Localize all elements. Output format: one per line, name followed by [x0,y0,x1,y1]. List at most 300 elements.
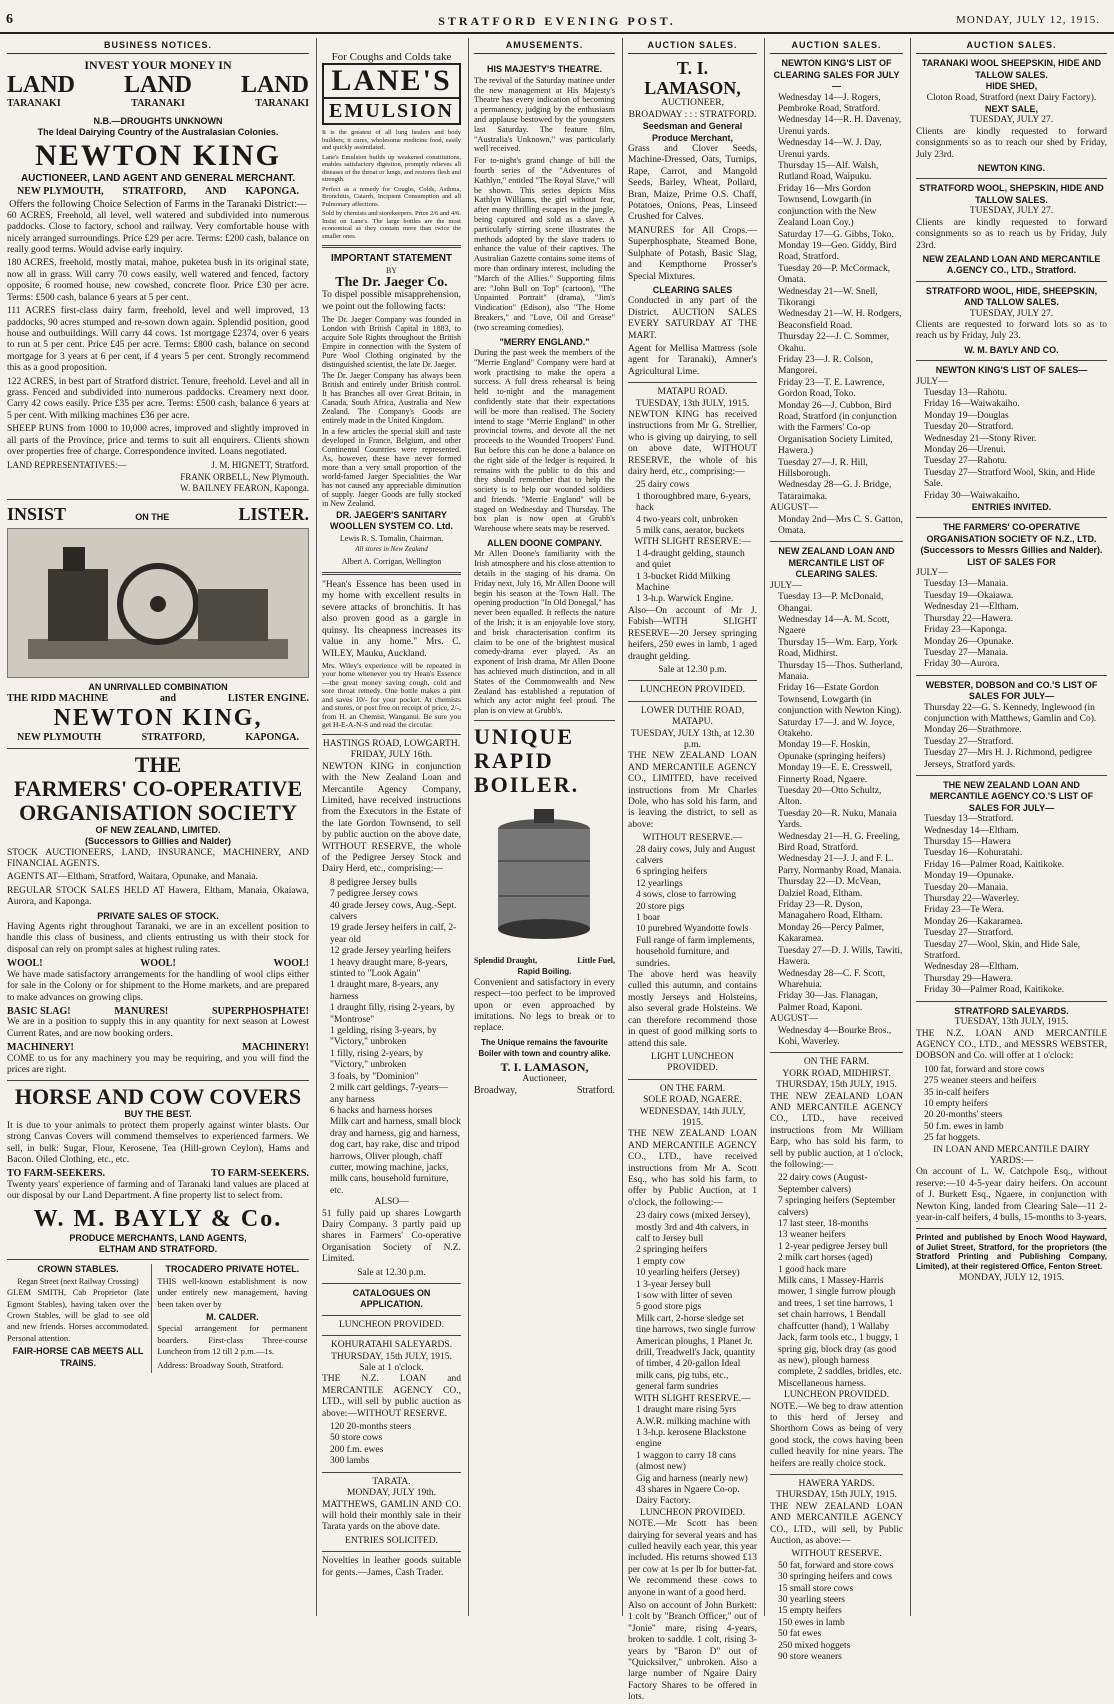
list-item: 1 thoroughbred mare, 6-years, hack [636,491,751,514]
nk-sales-list [916,388,1107,502]
sole-road-text: THE NEW ZEALAND LOAN AND MERCANTILE AGENCY CO., LTD., have received instructions from Mr A. Scott Esq., who has sold his farm, to offer by Public Auction, at 1 o'clock, the following:— [628,1129,757,1208]
lanes-text: Perfect as a remedy for Coughs, Colds, Asthma, Bronchitis, Catarrh, Incipient Consumption and all Pulmonary affections. [322,185,461,208]
tarata-date: MONDAY, JULY 19th. [347,1488,436,1499]
list-item: 20 20-months' steers [924,1110,1003,1121]
kohuratahi-date: THURSDAY, 15th JULY, 1915. [331,1351,452,1362]
without-reserve: WITHOUT RESERVE.— [642,833,743,844]
caption-part: Little Fuel, [577,956,615,966]
list-item: Friday 23—J. R. Colson, Mangorei. [778,354,874,377]
saleyards-heading: STRATFORD SALEYARDS. [954,1005,1069,1016]
list-item: Friday 30—Palmer Road, Kaitikoke. [924,985,1065,996]
list-item: Monday 19—Opunake. [924,871,1014,882]
list-item: Tuesday 27—Rahotu. [924,456,1008,467]
offers-line: Offers the following Choice Selection of Farms in the Taranaki District:— [9,199,307,211]
lamason-title: T. I. LAMASON, [644,58,741,99]
hastings-list [322,878,461,1197]
auctioneer-line: AUCTIONEER, LAND AGENT AND GENERAL MERCHANT. [20,172,296,184]
list-item: 22 dairy cows (August-September calvers) [778,1173,868,1195]
seedsman-line: Seedsman and General Produce Merchant, [642,121,743,143]
list-item: Wednesday 14—J. Rogers, Pembroke Road, Stratford. [778,92,881,115]
nk-sales-heading: NEWTON KING'S LIST OF SALES— [935,365,1088,376]
list-item: 40 grade Jersey cows, Aug.-Sept. calvers [330,900,457,922]
on-the-word: ON THE [135,511,170,522]
private-sales-heading: PRIVATE SALES OF STOCK. [97,910,219,921]
towns-row-2 [17,732,299,743]
newton-king-title-2: NEWTON KING, [53,705,263,732]
machinery-word: MACHINERY! [242,1042,309,1054]
farmers-of-nz: OF NEW ZEALAND, LIMITED. [95,824,221,835]
town: NEW PLYMOUTH [17,732,102,744]
section-header: AUCTION SALES. [770,38,903,54]
unique-word: UNIQUE [474,724,575,750]
list-item: Wednesday 21—Stony River. [924,433,1037,444]
list-item: Monday 26—Strathmore. [924,725,1022,736]
farm-seekers-row [7,1168,309,1179]
important-statement: IMPORTANT STATEMENT [330,253,453,265]
list-item: Tuesday 27—Stratford Wool, Skin, and Hide Sale. [924,467,1096,490]
hawera-list [770,1561,903,1664]
list-item: Tuesday 13—Manaia. [924,579,1009,590]
auctioneer-line: AUCTIONEER, [660,98,725,109]
clients-text: Clients are requested to forward lots so as to reach us by Friday, July 23. [916,319,1107,342]
list-item: Friday 16—Palmer Road, Kaitikoke. [924,859,1065,870]
list-item: Monday 19—Geo. Giddy, Bird Road, Stratford. [778,240,897,263]
list-item: 1 3-year Jersey bull [636,1279,711,1290]
list-item: 7 springing heifers (September calvers) [778,1196,896,1218]
list-item: Friday 16—Mrs Gordon Townsend, Lowgarth (in conjunction with the New Zealand Loan Coy.) [778,183,877,229]
list-item: 10 yearling heifers (Jersey) [636,1268,740,1279]
land-representatives [7,460,309,494]
column-amusements [468,38,620,1616]
list-item: 50 fat, forward and store cows [778,1560,894,1571]
list-item: Full range of farm implements, household furniture, and sundries. [636,935,755,969]
sale-time: Sale at 1 o'clock. [359,1363,424,1374]
lamason-sub: Broadway, [474,1085,517,1097]
list-item: Thursday 22—G. S. Kennedy, Inglewood (in conjunction with Matthews, Gamlin and Co). [924,702,1097,724]
nzl-sign: NEW ZEALAND LOAN AND MERCANTILE A.GENCY CO., LTD., Stratford. [922,253,1101,276]
list-item: Monday 2nd—Mrs C. S. Gatton, Omata. [778,514,903,537]
list-item: 50 store cows [330,1433,383,1444]
farmers-heading: THE FARMERS' CO-OPERATIVE ORGANISATION SOCIETY OF N.Z., LTD. (Successors to Messrs Gillies and Nalder). [920,522,1103,556]
list-item: Wednesday 14—W. J. Day, Urenui yards. [778,138,882,160]
buy-best: BUY THE BEST. [124,1109,192,1120]
jaeger-text: The Dr. Jaeger Company was founded in London with British Capital in 1883, to acquire Sole Rights throughout the British Empire in connection with the System of Pure Wool Clothing originated by the distinguished scientist, the late Dr. Jaeger. [322,315,461,370]
wool-row [7,958,309,969]
list-item: Tuesday 27—D. J. Wills, Tawiti, Hawera. [778,945,903,968]
agents-at-line: AGENTS AT—Eltham, Stratford, Waitara, Opunake, and Manaia. [7,872,259,883]
list-item: Wednesday 14—Eltham. [924,825,1019,836]
list-item: 300 lambs [330,1456,370,1467]
nk-clearing-heading: NEWTON KING'S LIST OF CLEARING SALES FOR JULY— [773,58,900,92]
list-item: Friday 30—Waiwakaiho. [924,490,1020,501]
jaeger-title: The Dr. Jaeger Co. [335,275,448,291]
taranaki-wool-heading: TARANAKI WOOL SHEEPSKIN, HIDE AND TALLOW SALES. [921,58,1102,80]
section-header: BUSINESS NOTICES. [7,38,309,54]
list-item: Friday 16—Estate Gordon Townsend, Lowgarth (in conjunction with Newton King). [778,683,902,717]
dairy-heading: IN LOAN AND MERCANTILE DAIRY YARDS:— [933,1144,1090,1166]
list-item: Monday 19—F. Hoskin, Opunake (springing heifers) [778,740,886,762]
aug2-list [770,1026,903,1049]
list-item: 20 store pigs [636,901,685,912]
york-list [770,1173,903,1390]
list-item: Milk cans, 1 Massey-Harris mower, 1 single furrow plough and trees, 1 set tine harrows, 1 set chain harrows, 1 Bendall chaffcutter (hand), 1 Wallaby Jack, farm tools etc., 1 buggy, 1 spring gig, block dray (as good as new), plough harness complete, 2 saddles, bridles, etc. Miscellaneous harness. [778,1276,902,1389]
list-item: Tuesday 27—Mrs H. J. Richmond, pedigree Jerseys, Stratford yards. [924,748,1092,770]
taranaki-row [7,98,309,109]
column-2 [316,38,466,1616]
kohuratahi-heading: KOHURATAHI SALEYARDS. [330,1340,453,1351]
farm-listing: 122 ACRES, in best part of Stratford district. Tenure, freehold. Level and all in grass. Fenced and subdivided into numerous paddocks. Creamery next door. Carry 42 cows easily. Price £35 per acre. Terms: £500 cash, balance 6 years at 5 per cent. With milking machines £36 per acre. [7,376,309,421]
agent-name: J. M. HIGNETT, Stratford. [211,460,309,471]
list-item: 8 pedigree Jersey bulls [330,877,417,888]
list-item: 90 store weaners [778,1652,842,1663]
york-road-text: THE NEW ZEALAND LOAN AND MERCANTILE AGENCY CO., LTD., have received instructions from Mr William Earp, who has sold his farm, to sell by public auction, at 1 o'clock, the following:— [770,1091,903,1170]
town: STRATFORD, [122,186,186,198]
list-item: 12 yearlings [636,878,683,889]
nk-clearing-list [770,93,903,504]
lanes-text: Sold by chemists and storekeepers. Price 2/6 and 4/6. Insist on Lane's. The large bottles are the most economical as they contain more than twice the smaller ones. [322,210,461,240]
slight-reserve: WITH SLIGHT RESERVE:— [634,537,751,548]
list-item: Wednesday 28—G. J. Bridge, Tataraimaka. [778,480,892,502]
luncheon-line: LUNCHEON PROVIDED. [639,685,746,696]
list-item: 50 fat ewes [778,1629,822,1640]
trocadero-text-2: Special arrangement for permanent boarders. First-class Three-course Luncheon from 12 till 2 p.m.—1s. [157,1323,308,1357]
list-item: 19 grade Jersey heifers in calf, 2-year old [330,923,457,945]
land-row [7,72,309,98]
list-item: Wednesday 28—Eltham. [924,962,1019,973]
ideal-country-line: The Ideal Dairying Country of the Australasian Colonies. [37,127,279,138]
land-word: LAND [7,72,76,99]
jaeger-text: In a few articles the special skill and taste developed in France, Belgium, and other Continental Countries were represented. As, however, these have never formed more than a very small proportion of the world-famed Jaeger Specialities the War has not caused any appreciable diminution of supply. Jaeger Goods are fully stocked in New Zealand. [322,427,461,509]
aug-list [770,515,903,538]
eltham-line: ELTHAM AND STRATFORD. [98,1244,218,1254]
allen-text: Mr Allen Doone's familiarity with the Irish atmosphere and his close attention to details in the staging of his drama. On Friday next, July 16, Mr Allen Doone will begin his season at the Town Hall. The opening production "In Old Donegal," has never been equalled. It reflects the nature of the Irish; it is an enjoyable love story, and brisk characterisation confirm its claim to be one of the brightest musical comedy-drama ever played. As an exponent of Irish drama, Mr Allen Doone has achieved much distinction, and in all States of the Commonwealth and New Zealand has established a reputation of which any actor might feel proud. The plan is on view at Grubb's. [474,549,615,716]
list-item: Wednesday 21—Eltham. [924,602,1019,613]
insist-word: INSIST [7,503,67,524]
allen-heading: ALLEN DOONE COMPANY. [487,538,602,549]
section-header: AMUSEMENTS. [474,38,615,54]
wool-text: We have made satisfactory arrangements for the handling of wool clips either for sale in the Colony or for shipment to the Home markets, and are prepared to make advances on growing clips. [7,969,309,1003]
bayly-title: W. M. BAYLY & Co. [33,1205,283,1232]
lamason-sub: Auctioneer, [522,1073,567,1084]
newton-king-title: NEWTON KING [35,138,281,172]
seeds-text: Grass and Clover Seeds, Machine-Dressed, Oats, Turnips, Rape, Carrot, and Mangold Seeds, Barley, Wheat, Pollard, Bran, Maize, Prime O.S. Chaff, Potatoes, Onions, Peas, Linseed Crushed for Calves. [628,144,757,223]
farmers-list [916,579,1107,670]
list-item: Tuesday 27—Stratford. [924,928,1014,939]
august-label: AUGUST— [770,1014,819,1025]
list-item: 1 draught filly, rising 2-years, by "Montrose" [330,1003,455,1025]
list-item: 5 milk cans, aerator, buckets [636,526,745,537]
entries-invited: ENTRIES INVITED. [971,502,1052,513]
clearing-text: Conducted in any part of the District. AUCTION SALES EVERY SATURDAY AT THE MART. [628,296,757,341]
farm-listing: 180 ACRES, freehold, mostly matai, mahoe, puketea bush in its original state, now all in grass. Will carry 70 cows easily, well watered and fenced, factory opposite, 6 roomed house, new cowshed, concrete floor. Price £30 per acre. Terms: £500 cash, balance 6 years at 5 per cent. [7,258,309,303]
list-item: Tuesday 20—Otto Schultz, Alton. [778,786,882,808]
nzloan-text: THE N.Z. LOAN and MERCANTILE AGENCY CO., LTD., will sell by public auction as above:—WITHOUT RESERVE. [322,1374,461,1419]
produce-line: PRODUCE MERCHANTS, LAND AGENTS, [69,1232,247,1243]
machinery-row [7,1042,309,1053]
list-item: Wednesday 21—J. J. and F. L. Parry, Normanby Road, Manaia. [778,854,902,876]
list-item: Friday 23—T. E. Lawrence, Gordon Road, Toko. [778,377,885,400]
trocadero-ad [151,1264,307,1373]
list-item: Tuesday 20—Stratford. [924,422,1014,433]
tarata-heading: TARATA. [372,1476,411,1487]
nzl-clearing-heading: NEW ZEALAND LOAN AND MERCANTILE LIST OF CLEARING SALES. [778,546,895,580]
list-item: 2 springing heifers [636,1245,708,1256]
catalogues-line: CATALOGUES ON APPLICATION. [352,1288,431,1310]
lanes-text: Lane's Emulsion builds up weakened constitutions, enables satisfactory digestion, promptly relieves all diseases of the throat or lungs, and restores flesh and strength. [322,153,461,184]
imprint-date: MONDAY, JULY 12, 1915. [958,1273,1065,1284]
list-item: 25 dairy cows [636,480,690,491]
earp-note: NOTE.—We beg to draw attention to this herd of Jersey and Shorthorn Cows as being of very good stock, the cows having been culled heavily for nine years. The heifers are really choice stock. [770,1401,903,1469]
list-item: 25 fat hoggets. [924,1133,981,1144]
section-header: AUCTION SALES. [916,38,1107,54]
clients-text: Clients are kindly requested to forward consignments so as to reach us by Friday, July 23rd. [916,217,1107,251]
farmers-the: THE [134,751,182,777]
coughs-line: For Coughs and Colds take [331,51,452,63]
jaeger-text: The Dr. Jaeger Company has always been British and entirely under British control. It has Branches all over Great Britain, in Canada, South Africa, Australia and New Zealand. The Company's Goods are entirely made in the United Kingdom. [322,371,461,426]
bayly-sign: W. M. BAYLY AND CO. [964,344,1059,355]
list-item: Wednesday 14—A. M. Scott, Ngaere [778,614,890,637]
list-item: Wednesday 4—Bourke Bros., Kohi, Waverley. [778,1025,892,1047]
farm-listing: 111 ACRES first-class dairy farm, freehold, level and well improved, 13 paddocks, 90 acres stumped and re-sown down again. Splendid position, good house and outbuildings. Will carry 44 cows. 1st mortgage £2374, over 6 years to run at 5 per cent. Price £45 per acre. Terms: £800 cash, balance on second mortgage for 3 years at 6 per cent, if 4 years 5 per cent. Strongly recommend this as a good proposition. [7,306,309,374]
list-item: Gig and harness (nearly new) [636,1473,748,1484]
matthews-text: MATTHEWS, GAMLIN AND CO. will hold their monthly sale in their Tarata yards on the above date. [322,1499,461,1533]
list-item: Monday 26—Percy Palmer, Kakaramea. [778,922,884,945]
slight-list [628,549,757,606]
sanitary-line: DR. JAEGER'S SANITARY WOOLLEN SYSTEM CO. Ltd. [330,510,453,532]
list-item: 10 purebred Wyandotte fowls [636,924,749,935]
york-road-heading: YORK ROAD, MIDHIRST. [782,1068,891,1079]
emulsion-logo: EMULSION [322,99,461,125]
sole-road-heading: SOLE ROAD, NGAERE. [643,1095,742,1106]
lamason-sub: Stratford. [576,1085,615,1097]
lower-note: The above herd was heavily culled this autumn, and contains mostly Jerseys and Holsteins, also several grade Holsteins. We can therefore recommend those in quest of good milking sorts to attend this sale. [628,970,757,1049]
page-number: 6 [6,12,13,27]
merrie-heading: "MERRY ENGLAND." [499,336,590,347]
next-sale: NEXT SALE, [984,104,1038,115]
saleyards-text: THE N.Z. LOAN AND MERCANTILE AGENCY CO., LTD., and MESSRS WEBSTER, DOBSON and Co. will offer at 1 o'clock: [916,1028,1107,1062]
hawera-date: THURSDAY, 15th JULY, 1915. [776,1490,897,1501]
list-item: Saturday 17—J. and W. Joyce, Otakeho. [778,717,895,739]
sale-date: TUESDAY, JULY 27. [969,308,1054,319]
hawera-text: THE NEW ZEALAND LOAN AND MERCANTILE AGENCY CO., LTD., will sell, by Public Auction, as above:— [770,1501,903,1546]
clients-text: Clients are kindly requested to forward consignments so as to reach our shed by Friday, July 23rd. [916,126,1107,160]
list-item: 100 fat, forward and store cows [924,1064,1045,1075]
column-business-notices [2,38,314,1616]
lower-duthie-date: TUESDAY, JULY 13th, at 12.30 p.m. [630,728,755,750]
webster-heading: WEBSTER, DOBSON and CO.'S LIST OF SALES FOR JULY— [925,679,1098,702]
taranaki-word: TARANAKI [255,98,309,110]
list-item: 15 small store cows [778,1583,854,1594]
boiler-word: BOILER. [474,772,580,798]
manures-text: We are in a position to supply this in any quantity for next season at Lowest Current Rates, and are now booking orders. [7,1017,309,1039]
list-item: Monday 19—Douglas [924,410,1009,421]
sale-date: TUESDAY, JULY 27. [969,206,1054,217]
basic-slag: BASIC SLAG! [7,1005,71,1017]
list-item: Monday 26—Kakaramea. [924,916,1023,927]
list-item: 2 milk cart horses (aged) [778,1253,873,1264]
list-item: Friday 16—Waiwakaiho. [924,399,1020,410]
manures-word: MANURES! [114,1005,169,1017]
nzloan-list [322,1422,461,1468]
list-item: Wednesday 21—W. Snell, Tikorangi [778,286,878,308]
list-item: Thursday 15—Thos. Sutherland, Manaia. [778,660,903,682]
trocadero-title: TROCADERO PRIVATE HOTEL. [165,1264,300,1275]
list-item: Wednesday 21—W. H. Rodgers, Beaconsfield Road. [778,309,902,331]
lister-engine: LISTER ENGINE. [227,693,309,704]
merrie-text: During the past week the members of the "Merrie England" Company were hard at work practising to make the opera a success. A full dress rehearsal is being held to-night and the management confidently state that their expectations will be more than realised. The Society intend to stage "Merrie England" in other provincial towns, and devote all the net proceeds to the Wounded Troopers' Fund. But before this can be done a balance on the right side of the ledger is required. It remains with the public to do this and they should remember that to help the society is to help our wounded soldiers and friends. "Merrie England" will be staged on Wednesday and Thursday. The box plan is now open at Grubb's Warehouse where seats may be reserved. [474,347,615,534]
dairy-text: On account of L. W. Catchpole Esq., without reserve:—10 4-5-year dairy heifers. On account of J. Burkett Esq., Ngaere, in conjunction with Newton King, landed from Clearing Sale—11 2-year-in-calf heifers, 4 bulls, 15-months to 3-years. [916,1167,1107,1223]
list-item: Thursday 15—Alf. Walsh, Rutland Road, Waipuku. [778,161,879,183]
hastings-text: NEWTON KING in conjunction with the New Zealand Loan and Mercantile Agency Company, Limited, have received instructions from the Executors in the Estate of the late Gordon Townsend, to sell by public auction on the above date, WITHOUT RESERVE, the whole of the Pedigree Jersey Stock and Dairy Herd, etc., comprising:— [322,761,461,875]
hastings-heading: HASTINGS ROAD, LOWGARTH. [322,738,461,749]
list-item: 30 yearling steers [778,1595,846,1606]
list-item: Wednesday 21—H. G. Freeling, Bird Road, Stratford. [778,831,901,854]
list-item: 1 draught mare rising 5yrs [636,1405,737,1416]
list-item: 1 heavy draught mare, 8-years, stinted to "Look Again" [330,957,448,980]
july-label: JULY— [916,376,948,387]
majesty-text-2: For to-night's grand change of bill the fourth series of the "Adventures of Kathlyn," entitled "The Royal Slave," will be shown. This series depicts Miss Kathlyn Williams, the girl without fear, after many thrilling escapes in the jungle, being captured and sold as a slave. A particularly stirring scene illustrates the methods adopted by the slave traders to enhance the value of their captives. The Australian Gazette contains some items of more than ordinary interest, including the "March of the Allies." Supporting films are: "John Bull on Top" (cartoon), "The Unpainted Portrait" (drama), "Jim's Vindication" (Edison), also "The Home Breakers," and "Love, Oil and Grease" (two screaming comedies). [474,156,615,332]
machinery-text: COME to us for any machinery you may be requiring, and you will find the prices are right. [7,1053,309,1075]
trocadero-address: Address: Broadway South, Stratford. [157,1359,284,1370]
clearing-heading: CLEARING SALES [652,284,733,295]
list-item: Milk cart, 2-horse sledge set tine harrows, two single furrow American ploughs, 1 Planet Jr. drill, Treadwell's Jack, quantity of timber, 4 20-gallon Ideal milk cans, pig tubs, etc., general farm sundries [636,1313,756,1393]
boiler-text: Convenient and satisfactory in every respect—too perfect to be improved upon or even approached by imitations. No legs to break or to replace. [474,977,615,1034]
list-item: 1 empty cow [636,1256,686,1267]
list-item: 200 f.m. ewes [330,1444,384,1455]
list-item: Tuesday 27—J. R. Hill, Hillsborough. [778,457,868,480]
fair-line: FAIR-HORSE CAB MEETS ALL TRAINS. [12,1346,144,1368]
caption-part: Splendid Draught, [474,956,538,966]
manures-text: MANURES for All Crops.—Superphosphate, Steamed Bone, Sulphate of Potash, Basic Slag, and Kempthorne Prosser's Special Mixtures. [628,225,757,282]
list-item: 3 foals, by "Dominion" [330,1071,419,1082]
machinery-word: MACHINERY! [7,1042,74,1054]
hawera-heading: HAWERA YARDS. [798,1478,875,1489]
august-label: AUGUST— [770,503,819,514]
masthead [0,6,1114,34]
invest-heading: INVEST YOUR MONEY IN [84,58,232,73]
list-item: 2 milk cart geldings, 7-years—any harness [330,1083,448,1105]
combination-line: AN UNRIVALLED COMBINATION [88,681,228,692]
covers-title: HORSE AND COW COVERS [14,1084,302,1110]
list-item: 43 shares in Ngaere Co-op. Dairy Factory. [636,1484,740,1507]
section-header: AUCTION SALES. [628,38,757,54]
sale-date: TUESDAY, JULY 27. [969,115,1054,126]
list-item: 1 4-draught gelding, staunch and quiet [636,548,745,571]
imprint-text: Printed and published by Enoch Wood Hayward, of Juliet Street, Stratford, for the proprietors (the Stratford Printing and Publishing Company, Limited), at their registered Office, Fenton Street. [916,1233,1107,1271]
also-label: ALSO— [374,1197,409,1208]
list-item: Tuesday 13—Rahotu. [924,387,1008,398]
newspaper-title: STRATFORD EVENING POST. [438,14,676,28]
agent-name: FRANK ORBELL, New Plymouth. [180,471,309,482]
list-item: 12 grade Jersey yearling heifers [330,946,451,957]
wool-word: WOOL! [7,958,43,970]
nzl-clearing-list [770,592,903,1014]
matapu-list [628,480,757,537]
list-item: Monday 19—E. E. Cresswell, Finnerty Road, Ngaere. [778,763,892,785]
taranaki-word: TARANAKI [7,98,61,110]
hean-text-2: Mrs. Wiley's experience will be repeated in your home whenever you try Hean's Essence—the great money saving cough, cold and sore throat remedy. One bottle makes a pint and saves 10/- for your pocket. At chemists and stores, or post free on receipt of price, 2/-, from H. an Chemist, Wanganui. Be sure you get H-E-A-N-S and read the circular. [322,660,461,730]
matapu-text: NEWTON KING has received instructions from Mr G. Strellier, who is giving up dairying, to sell on above date, WITHOUT RESERVE, the whole of his dairy herd, etc., comprising:— [628,409,757,477]
list-item: Friday 23—Te Wera. [924,905,1004,916]
list-item: 1 2-year pedigree Jersey bull [778,1241,888,1252]
lister-word: LISTER. [238,503,309,524]
sale-time: Sale at 12.30 p.m. [357,1267,426,1278]
boiler-illustration [474,801,615,951]
list-item: 1 sow with litter of seven [636,1291,733,1302]
stock-line: STOCK AUCTIONEERS, LAND, INSURANCE, MACHINERY, AND FINANCIAL AGENTS. [7,847,309,870]
list-item: Thursday 22—Hawera. [924,613,1014,624]
farmers-successors: (Successors to Gillies and Nalder) [84,836,232,847]
lower-list [628,845,757,970]
lanes-text: It is the greatest of all lung healers and body builders; it cures, wholesome medicine food, easily and quickly assimilated. [322,129,461,152]
list-item: Friday 30—Jas. Flanagan, Palmer Road, Kaponi. [778,991,878,1013]
private-sales-text: Having Agents right throughout Taranaki, we are in an excellent position to handle this class of business, and clients entrusting us with their stock for disposal can rely on prompt sales at highest ruling rates. [7,922,309,955]
boiler-caption [474,955,615,966]
saleyards-date: TUESDAY, 13th JULY, 1915. [954,1017,1069,1028]
ridd-row [7,693,309,704]
also-text: Also—On account of Mr J. Fabish—WITH SLIGHT RESERVE—20 Jersey springing heifers, 250 ewes in lamb, 1 aged draught gelding. [628,605,757,662]
list-item: Tuesday 19—Okaiawa. [924,590,1014,601]
list-item: Tuesday 27—Wool, Skin, and Hide Sale, Stratford. [924,939,1081,962]
on-the-farm: ON THE FARM. [659,1083,726,1094]
list-item: 1 good hack mare [778,1264,846,1275]
luncheon-line: LUNCHEON PROVIDED. [338,1319,445,1330]
list-item: Thursday 22—D. McVean, Dalziel Road, Eltham. [778,877,881,899]
crown-title: CROWN STABLES. [37,1264,119,1275]
scott-note: NOTE.—Mr Scott has been dairying for several years and has culled heavily each year, this year included. His returns showed £13 per cow at 1s per lb for butter-fat. We recommend these cows to anyone in want of a good herd. [628,1519,757,1598]
seekers-word: TO FARM-SEEKERS. [211,1168,309,1180]
jaeger-dispel: To dispel possible misapprehension, we point out the following facts: [322,290,461,312]
list-item: 1 filly, rising 2-years, by "Victory," unbroken [330,1048,424,1071]
luncheon-line: LUNCHEON PROVIDED. [639,1507,746,1518]
list-item: 17 last steer, 18-months [778,1219,869,1230]
majesty-heading: HIS MAJESTY'S THEATRE. [487,64,602,75]
list-item: Thursday 15—Wm. Earp, York Road, Midhirst. [778,637,898,660]
column-auction-sales-2 [764,38,908,1663]
list-item: Wednesday 28—C. F. Scott, Wharehuia. [778,968,886,990]
list-item: Tuesday 27—Manaia. [924,647,1009,658]
insist-row [7,504,309,524]
list-item: 35 in-calf heifers [924,1087,989,1098]
list-item: 5 good store pigs [636,1302,702,1313]
luncheon-line: LUNCHEON PROVIDED. [783,1390,890,1401]
matapu-date: TUESDAY, 13th JULY, 1915. [635,398,750,409]
sole-road-date: WEDNESDAY, 14th JULY, 1915. [639,1106,746,1128]
list-item: Monday 26—Opunake. [924,636,1014,647]
town: AND [204,186,227,198]
list-item: Tuesday 27—Stratford. [924,736,1014,747]
matapu-heading: MATAPU ROAD. [657,387,728,398]
towns-row [17,186,299,197]
list-item: 1 waggon to carry 18 cans (almost new) [636,1450,736,1473]
list-sales: LIST OF SALES FOR [967,556,1056,567]
hastings-date: FRIDAY, JULY 16th. [350,750,433,761]
list-item: 6 springing heifers [636,867,708,878]
list-item: 4 sows, close to farrowing [636,890,736,901]
list-item: 7 pedigree Jersey cows [330,889,418,900]
wool-word: WOOL! [140,958,176,970]
list-item: Friday 30—Aurora. [924,659,1000,670]
list-item: 4 two-years colt, unbroken [636,514,738,525]
superphosphate: SUPERPHOSPHATE! [211,1005,309,1017]
crown-stables-ad [7,1264,149,1369]
droughts-line: N.B.—DROUGHTS UNKNOWN [93,115,223,126]
list-item: 250 mixed hoggets [778,1640,851,1651]
agent-text: Agent for Mellisa Mattress (sole agent for Taranaki), Amner's Agricultural Lime. [628,343,757,377]
lewis-line: Lewis R. S. Tomalin, Chairman. [339,533,444,543]
town: KAPONGA. [245,732,299,744]
by-word: BY [385,265,398,275]
